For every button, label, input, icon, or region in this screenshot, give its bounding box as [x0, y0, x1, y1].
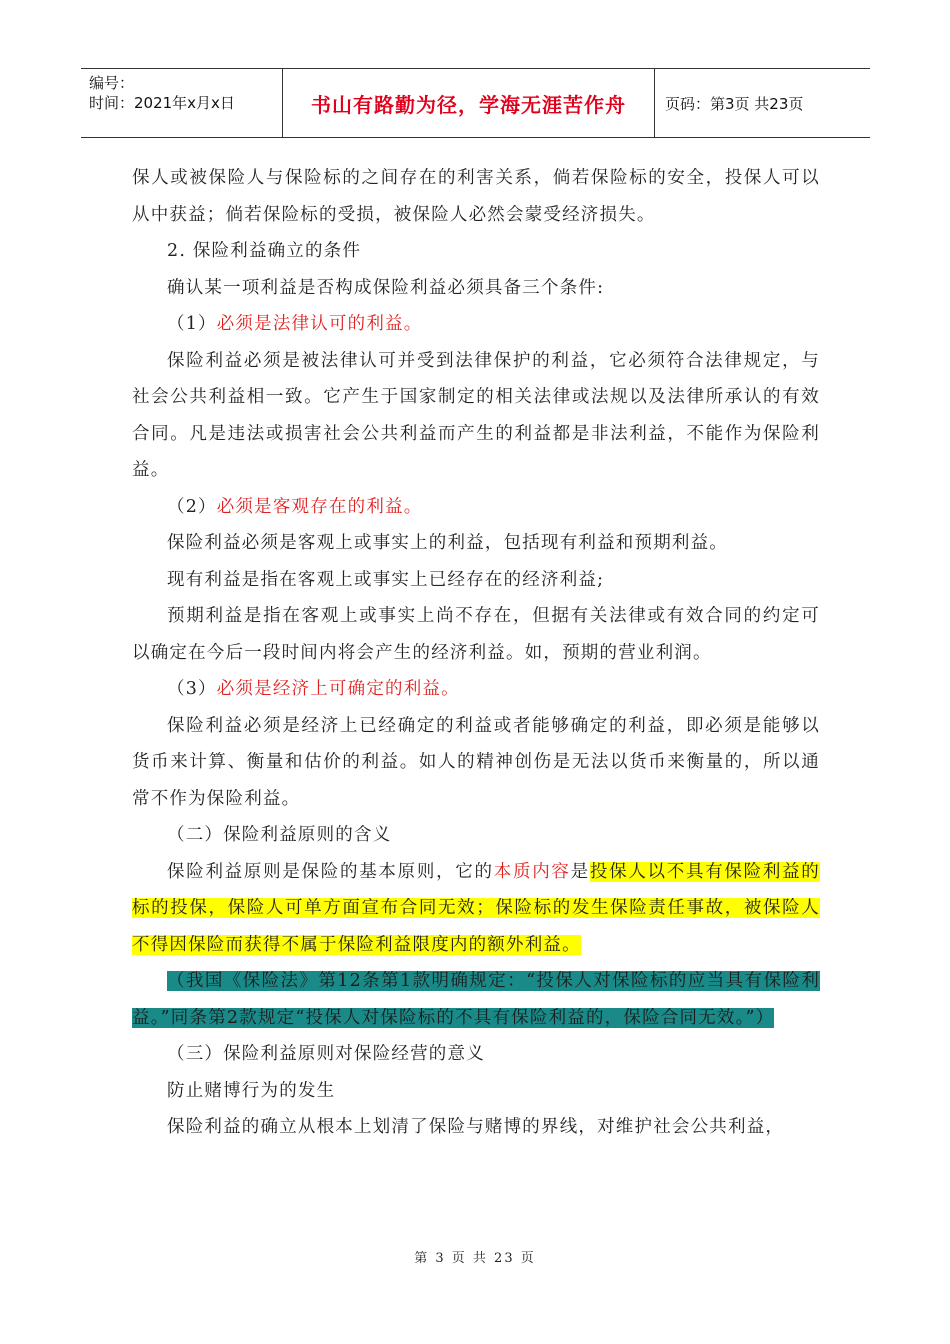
- paragraph: 保险利益的确立从根本上划清了保险与赌博的界线，对维护社会公共利益，: [167, 1117, 785, 1137]
- condition-text: 必须是经济上可确定的利益。: [216, 679, 460, 699]
- text-span: 是: [570, 861, 590, 882]
- condition-text: 必须是法律认可的利益。: [216, 314, 423, 334]
- condition-number: （1）: [167, 314, 217, 334]
- paragraph: 防止赌博行为的发生: [167, 1080, 336, 1101]
- section-heading: （三）保险利益原则对保险经营的意义: [167, 1044, 485, 1064]
- condition-heading: [132, 489, 820, 526]
- paragraph: 保险利益必须是被法律认可并受到法律保护的利益，它必须符合法律规定，与社会公共利益相一致。它产生于国家制定的相关法律或法规以及法律所承认的有效合同。凡是违法或损害社会公共利益而产生的利益都是非法利益，不能作为保险利益。: [132, 350, 820, 480]
- condition-number: （2）: [167, 496, 217, 517]
- paragraph: 确认某一项利益是否构成保险利益必须具备三个条件:: [167, 277, 605, 298]
- condition-heading: [132, 671, 820, 708]
- paragraph: 现有利益是指在客观上或事实上已经存在的经济利益;: [167, 569, 605, 590]
- condition-text: 必须是客观存在的利益。: [216, 496, 423, 517]
- paragraph: [132, 963, 820, 1036]
- highlighted-text-yellow: 投保人以不具有保险利益的标的投保，保险人可单方面宣布合同无效；保险标的发生保险责任事故，被保险人不得因保险而获得不属于保险利益限度内的额外利益。: [132, 861, 820, 955]
- document-header: [81, 68, 870, 138]
- paragraph: 预期利益是指在客观上或事实上尚不存在，但据有关法律或有效合同的约定可以确定在今后一段时间内将会产生的经济利益。如，预期的营业利润。: [132, 606, 820, 663]
- highlighted-text-teal: （我国《保险法》第12条第1款明确规定：“投保人对保险标的应当具有保险利益。”同条第2款规定“投保人对保险标的不具有保险利益的，保险合同无效。”）: [132, 971, 820, 1028]
- highlight-red-text: 本质内容: [493, 861, 571, 882]
- condition-number: （3）: [167, 679, 217, 699]
- paragraph: 保人或被保险人与保险标的之间存在的利害关系，倘若保险标的安全，投保人可以从中获益；倘若保险标的受损，被保险人必然会蒙受经济损失。: [132, 168, 820, 225]
- page-footer: 第 3 页 共 23 页: [414, 1251, 536, 1266]
- text-span: 保险利益原则是保险的基本原则，它的: [167, 861, 494, 882]
- section-heading: （二）保险利益原则的含义: [167, 825, 392, 845]
- header-page-info: 页码：第3页 共23页: [665, 94, 804, 113]
- header-motto: 书山有路勤为径，学海无涯苦作舟: [311, 92, 626, 117]
- header-motto-cell: [283, 69, 655, 137]
- document-body: [132, 160, 820, 1146]
- paragraph: 保险利益必须是经济上已经确定的利益或者能够确定的利益，即必须是能够以货币来计算、衡量和估价的利益。如人的精神创伤是无法以货币来衡量的，所以通常不作为保险利益。: [132, 715, 820, 809]
- section-heading: 2. 保险利益确立的条件: [167, 241, 362, 261]
- document-number-label: 编号：: [89, 74, 135, 92]
- condition-heading: [132, 306, 820, 343]
- paragraph: [132, 854, 820, 964]
- paragraph: 保险利益必须是客观上或事实上的利益，包括现有利益和预期利益。: [167, 533, 728, 553]
- header-meta: [81, 69, 283, 137]
- document-date: 时间：2021年x月x日: [89, 94, 235, 112]
